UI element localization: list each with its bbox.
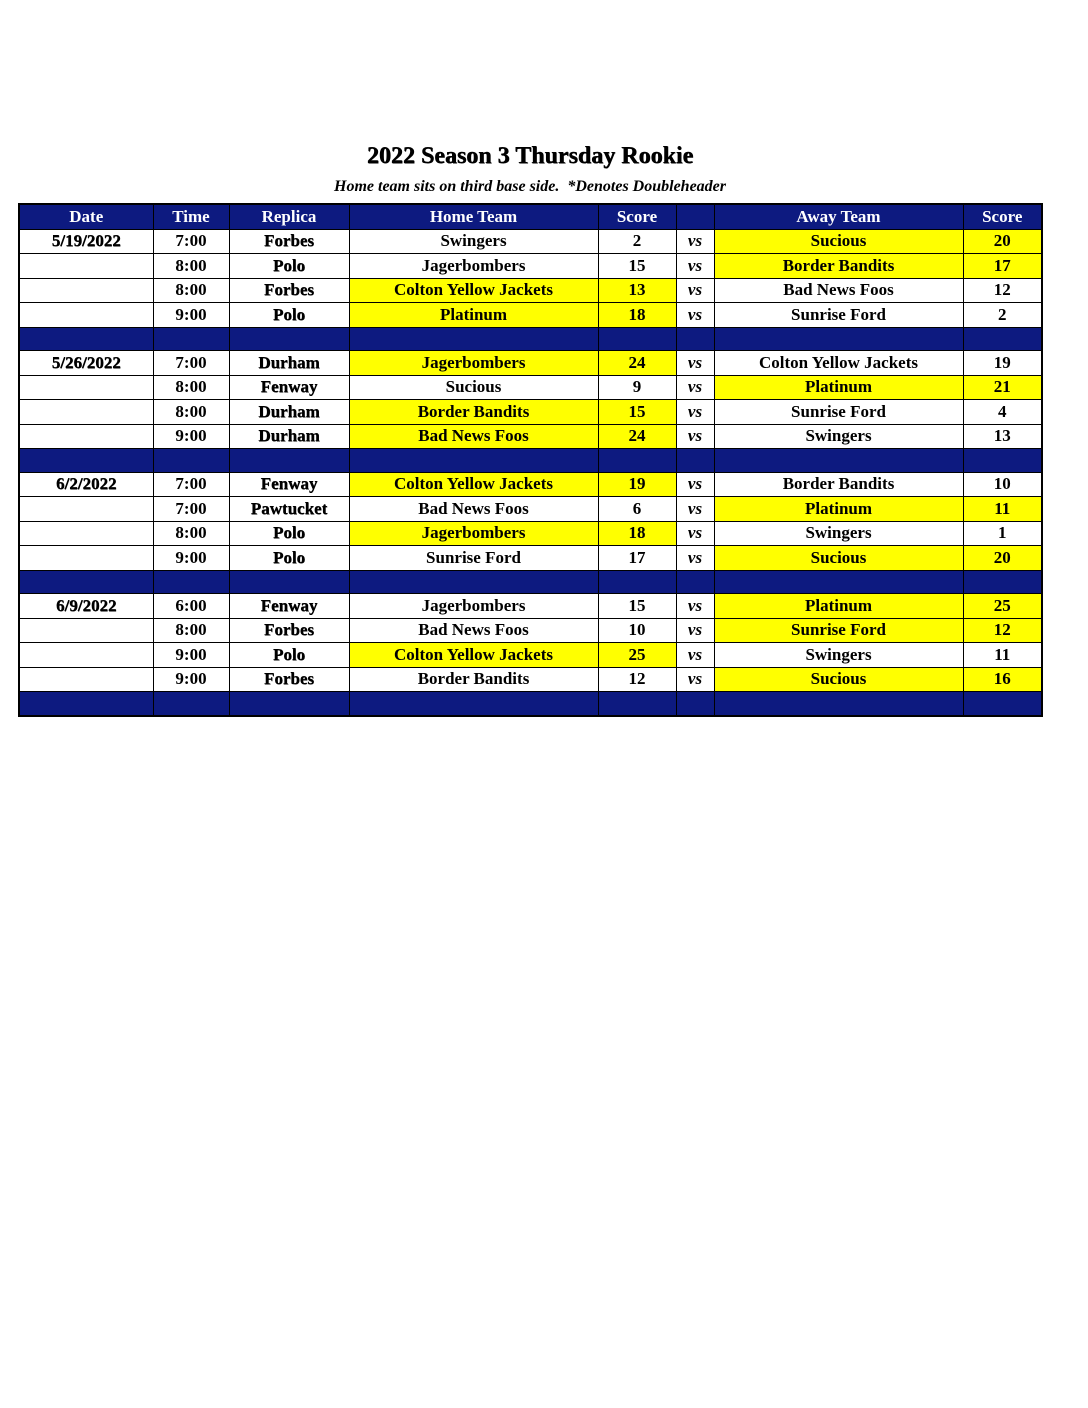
game-replica: Polo bbox=[229, 546, 349, 571]
away-team: Sunrise Ford bbox=[714, 400, 963, 425]
away-score: 12 bbox=[963, 278, 1042, 303]
game-row bbox=[19, 594, 1042, 619]
away-team: Sucious bbox=[714, 229, 963, 254]
header-away-team: Away Team bbox=[714, 204, 963, 229]
game-date: 5/19/2022 bbox=[19, 229, 153, 254]
away-team: Sunrise Ford bbox=[714, 618, 963, 643]
separator-cell bbox=[598, 449, 676, 473]
home-team: Jagerbombers bbox=[349, 521, 598, 546]
separator-cell bbox=[229, 449, 349, 473]
game-row bbox=[19, 400, 1042, 425]
away-team: Platinum bbox=[714, 497, 963, 522]
home-team: Sunrise Ford bbox=[349, 546, 598, 571]
home-score: 24 bbox=[598, 351, 676, 376]
game-date bbox=[19, 643, 153, 668]
game-date bbox=[19, 618, 153, 643]
game-time: 6:00 bbox=[153, 594, 229, 619]
separator-cell bbox=[229, 570, 349, 594]
vs-label: vs bbox=[676, 375, 714, 400]
vs-label: vs bbox=[676, 303, 714, 328]
game-replica: Forbes bbox=[229, 229, 349, 254]
game-time: 9:00 bbox=[153, 643, 229, 668]
home-team: Colton Yellow Jackets bbox=[349, 643, 598, 668]
away-team: Sunrise Ford bbox=[714, 303, 963, 328]
home-score: 10 bbox=[598, 618, 676, 643]
home-score: 25 bbox=[598, 643, 676, 668]
separator-cell bbox=[229, 327, 349, 351]
home-score: 15 bbox=[598, 400, 676, 425]
home-score: 13 bbox=[598, 278, 676, 303]
game-replica: Polo bbox=[229, 643, 349, 668]
game-time: 9:00 bbox=[153, 303, 229, 328]
vs-label: vs bbox=[676, 278, 714, 303]
game-row bbox=[19, 351, 1042, 376]
game-date bbox=[19, 254, 153, 279]
game-date bbox=[19, 400, 153, 425]
game-row bbox=[19, 303, 1042, 328]
vs-label: vs bbox=[676, 667, 714, 692]
vs-label: vs bbox=[676, 643, 714, 668]
game-time: 7:00 bbox=[153, 229, 229, 254]
game-replica: Polo bbox=[229, 303, 349, 328]
game-date bbox=[19, 303, 153, 328]
away-score: 11 bbox=[963, 497, 1042, 522]
game-replica: Forbes bbox=[229, 278, 349, 303]
game-time: 7:00 bbox=[153, 497, 229, 522]
game-row bbox=[19, 375, 1042, 400]
separator-cell bbox=[19, 327, 153, 351]
separator-cell bbox=[676, 449, 714, 473]
separator-cell bbox=[153, 449, 229, 473]
game-row bbox=[19, 254, 1042, 279]
game-date: 6/9/2022 bbox=[19, 594, 153, 619]
home-score: 24 bbox=[598, 424, 676, 449]
home-score: 18 bbox=[598, 521, 676, 546]
game-row bbox=[19, 497, 1042, 522]
away-team: Border Bandits bbox=[714, 472, 963, 497]
schedule-table bbox=[18, 203, 1043, 717]
week-separator-row bbox=[19, 570, 1042, 594]
home-score: 15 bbox=[598, 594, 676, 619]
home-team: Sucious bbox=[349, 375, 598, 400]
away-team: Border Bandits bbox=[714, 254, 963, 279]
game-time: 8:00 bbox=[153, 521, 229, 546]
away-score: 19 bbox=[963, 351, 1042, 376]
game-row bbox=[19, 643, 1042, 668]
separator-cell bbox=[19, 692, 153, 716]
vs-label: vs bbox=[676, 594, 714, 619]
game-replica: Forbes bbox=[229, 667, 349, 692]
game-date bbox=[19, 278, 153, 303]
header-away-score: Score bbox=[963, 204, 1042, 229]
away-team: Platinum bbox=[714, 594, 963, 619]
game-row bbox=[19, 229, 1042, 254]
game-time: 7:00 bbox=[153, 351, 229, 376]
separator-cell bbox=[963, 692, 1042, 716]
away-score: 2 bbox=[963, 303, 1042, 328]
away-score: 20 bbox=[963, 229, 1042, 254]
game-replica: Polo bbox=[229, 254, 349, 279]
game-time: 9:00 bbox=[153, 546, 229, 571]
separator-cell bbox=[229, 692, 349, 716]
header-vs bbox=[676, 204, 714, 229]
schedule-body bbox=[19, 229, 1042, 716]
separator-cell bbox=[349, 570, 598, 594]
away-score: 1 bbox=[963, 521, 1042, 546]
header-home-score: Score bbox=[598, 204, 676, 229]
home-team: Border Bandits bbox=[349, 667, 598, 692]
separator-cell bbox=[676, 327, 714, 351]
game-row bbox=[19, 521, 1042, 546]
game-time: 8:00 bbox=[153, 375, 229, 400]
home-team: Colton Yellow Jackets bbox=[349, 472, 598, 497]
home-team: Bad News Foos bbox=[349, 618, 598, 643]
game-date: 6/2/2022 bbox=[19, 472, 153, 497]
game-replica: Durham bbox=[229, 424, 349, 449]
away-team: Swingers bbox=[714, 424, 963, 449]
game-replica: Durham bbox=[229, 400, 349, 425]
week-separator-row bbox=[19, 692, 1042, 716]
game-row bbox=[19, 472, 1042, 497]
away-score: 16 bbox=[963, 667, 1042, 692]
game-replica: Polo bbox=[229, 521, 349, 546]
home-team: Jagerbombers bbox=[349, 594, 598, 619]
vs-label: vs bbox=[676, 472, 714, 497]
vs-label: vs bbox=[676, 254, 714, 279]
away-team: Sucious bbox=[714, 667, 963, 692]
vs-label: vs bbox=[676, 618, 714, 643]
game-replica: Fenway bbox=[229, 375, 349, 400]
away-team: Bad News Foos bbox=[714, 278, 963, 303]
week-separator-row bbox=[19, 327, 1042, 351]
game-time: 9:00 bbox=[153, 667, 229, 692]
home-team: Jagerbombers bbox=[349, 254, 598, 279]
separator-cell bbox=[963, 449, 1042, 473]
game-time: 8:00 bbox=[153, 400, 229, 425]
separator-cell bbox=[349, 692, 598, 716]
separator-cell bbox=[676, 692, 714, 716]
header-row bbox=[19, 204, 1042, 229]
game-row bbox=[19, 278, 1042, 303]
vs-label: vs bbox=[676, 497, 714, 522]
header-replica: Replica bbox=[229, 204, 349, 229]
page-title: 2022 Season 3 Thursday Rookie bbox=[366, 143, 694, 169]
separator-cell bbox=[598, 692, 676, 716]
game-replica: Fenway bbox=[229, 472, 349, 497]
away-team: Swingers bbox=[714, 643, 963, 668]
header-date: Date bbox=[19, 204, 153, 229]
separator-cell bbox=[349, 327, 598, 351]
away-score: 4 bbox=[963, 400, 1042, 425]
home-team: Colton Yellow Jackets bbox=[349, 278, 598, 303]
game-date bbox=[19, 546, 153, 571]
vs-label: vs bbox=[676, 546, 714, 571]
home-score: 17 bbox=[598, 546, 676, 571]
game-row bbox=[19, 618, 1042, 643]
game-row bbox=[19, 546, 1042, 571]
game-time: 8:00 bbox=[153, 254, 229, 279]
away-score: 20 bbox=[963, 546, 1042, 571]
separator-cell bbox=[19, 570, 153, 594]
game-date bbox=[19, 424, 153, 449]
separator-cell bbox=[714, 570, 963, 594]
game-date bbox=[19, 375, 153, 400]
home-score: 19 bbox=[598, 472, 676, 497]
separator-cell bbox=[153, 692, 229, 716]
vs-label: vs bbox=[676, 229, 714, 254]
away-score: 12 bbox=[963, 618, 1042, 643]
separator-cell bbox=[153, 570, 229, 594]
away-score: 11 bbox=[963, 643, 1042, 668]
separator-cell bbox=[714, 327, 963, 351]
game-time: 9:00 bbox=[153, 424, 229, 449]
separator-cell bbox=[714, 692, 963, 716]
home-score: 18 bbox=[598, 303, 676, 328]
separator-cell bbox=[598, 570, 676, 594]
page-subtitle: Home team sits on third base side. *Denotes Doubleheader bbox=[334, 178, 726, 195]
game-row bbox=[19, 424, 1042, 449]
away-team: Swingers bbox=[714, 521, 963, 546]
separator-cell bbox=[963, 327, 1042, 351]
away-team: Sucious bbox=[714, 546, 963, 571]
game-date bbox=[19, 521, 153, 546]
away-score: 21 bbox=[963, 375, 1042, 400]
home-team: Jagerbombers bbox=[349, 351, 598, 376]
away-team: Colton Yellow Jackets bbox=[714, 351, 963, 376]
away-team: Platinum bbox=[714, 375, 963, 400]
vs-label: vs bbox=[676, 424, 714, 449]
header-home-team: Home Team bbox=[349, 204, 598, 229]
home-team: Border Bandits bbox=[349, 400, 598, 425]
game-replica: Durham bbox=[229, 351, 349, 376]
away-score: 13 bbox=[963, 424, 1042, 449]
home-score: 6 bbox=[598, 497, 676, 522]
game-time: 8:00 bbox=[153, 618, 229, 643]
game-time: 7:00 bbox=[153, 472, 229, 497]
separator-cell bbox=[598, 327, 676, 351]
home-team: Platinum bbox=[349, 303, 598, 328]
home-score: 2 bbox=[598, 229, 676, 254]
home-score: 12 bbox=[598, 667, 676, 692]
game-row bbox=[19, 667, 1042, 692]
game-time: 8:00 bbox=[153, 278, 229, 303]
separator-cell bbox=[349, 449, 598, 473]
away-score: 25 bbox=[963, 594, 1042, 619]
home-team: Bad News Foos bbox=[349, 497, 598, 522]
vs-label: vs bbox=[676, 521, 714, 546]
vs-label: vs bbox=[676, 400, 714, 425]
game-date bbox=[19, 667, 153, 692]
game-replica: Forbes bbox=[229, 618, 349, 643]
separator-cell bbox=[153, 327, 229, 351]
game-date: 5/26/2022 bbox=[19, 351, 153, 376]
game-replica: Fenway bbox=[229, 594, 349, 619]
home-team: Swingers bbox=[349, 229, 598, 254]
home-team: Bad News Foos bbox=[349, 424, 598, 449]
game-date bbox=[19, 497, 153, 522]
game-replica: Pawtucket bbox=[229, 497, 349, 522]
away-score: 17 bbox=[963, 254, 1042, 279]
separator-cell bbox=[714, 449, 963, 473]
separator-cell bbox=[676, 570, 714, 594]
home-score: 9 bbox=[598, 375, 676, 400]
home-score: 15 bbox=[598, 254, 676, 279]
away-score: 10 bbox=[963, 472, 1042, 497]
separator-cell bbox=[963, 570, 1042, 594]
separator-cell bbox=[19, 449, 153, 473]
week-separator-row bbox=[19, 449, 1042, 473]
header-time: Time bbox=[153, 204, 229, 229]
vs-label: vs bbox=[676, 351, 714, 376]
